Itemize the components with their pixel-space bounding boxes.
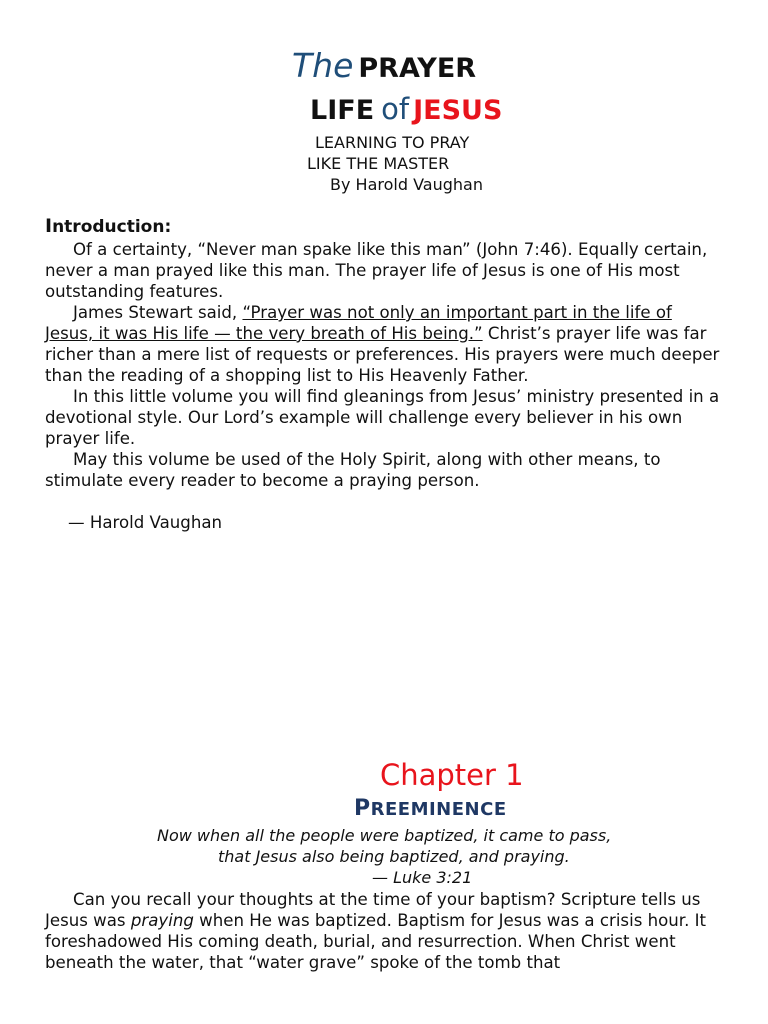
introduction-paragraph-2	[45, 302, 725, 386]
book-title-line2	[310, 92, 502, 126]
verse-line-2: that Jesus also being baptized, and praying.	[218, 847, 570, 866]
chapter-paragraph-1	[45, 889, 725, 973]
title-prayer: PRAYER	[358, 53, 477, 84]
verse-line-1: Now when all the people were baptized, it came to pass,	[157, 826, 612, 845]
introduction-heading-rest: ntroduction:	[52, 217, 172, 237]
introduction-paragraph-3: In this little volume you will find gleanings from Jesus’ ministry presented in a devotional style. Our Lord’s example will challenge every believer in his own prayer life.	[45, 387, 720, 448]
title-jesus: JESUS	[413, 95, 503, 126]
title-the: The	[292, 46, 354, 85]
chapter-body-rest: when He was baptized. Baptism for Jesus was a crisis hour. It foreshadowed His coming death, burial, and resurrection. When Christ went beneath the water, that “water grave” spoke of the tomb that	[45, 911, 707, 972]
introduction-heading	[45, 215, 171, 237]
chapter-body-emphasis: praying	[130, 911, 194, 930]
chapter-name	[354, 796, 507, 821]
stewart-quote: “Prayer was not only an important part in the life of Jesus, it was His life — the very breath of His being.”	[45, 303, 672, 343]
book-title-line1	[292, 46, 476, 85]
introduction-paragraph-1: Of a certainty, “Never man spake like this man” (John 7:46). Equally certain, never a man prayed like this man. The prayer life of Jesus is one of His most outstanding features.	[45, 240, 708, 301]
paragraph-2-rest: Christ’s prayer life was far richer than a mere list of requests or preferences. His prayers were much deeper than the reading of a shopping list to His Heavenly Father.	[45, 324, 720, 385]
title-of: of	[381, 92, 410, 126]
introduction-signature: — Harold Vaughan	[68, 513, 223, 532]
chapter-body-lead: Can you recall your thoughts at the time of your baptism? Scripture tells us Jesus was	[45, 890, 701, 930]
chapter-label: Chapter 1	[380, 758, 524, 792]
paragraph-2-lead: James Stewart said,	[73, 303, 243, 322]
introduction-body	[45, 239, 725, 491]
subtitle-line1: LEARNING TO PRAY	[315, 133, 470, 152]
introduction-heading-initial: I	[45, 215, 53, 237]
verse-reference: — Luke 3:21	[372, 868, 473, 887]
chapter-name-initial: P	[354, 796, 371, 821]
title-life: LIFE	[310, 95, 375, 126]
subtitle-line2: LIKE THE MASTER	[307, 154, 450, 173]
author-byline: By Harold Vaughan	[330, 175, 483, 194]
chapter-body	[45, 889, 725, 973]
introduction-paragraph-4: May this volume be used of the Holy Spirit, along with other means, to stimulate every reader to become a praying person.	[45, 450, 661, 490]
chapter-name-rest: REEMINENCE	[370, 799, 507, 820]
